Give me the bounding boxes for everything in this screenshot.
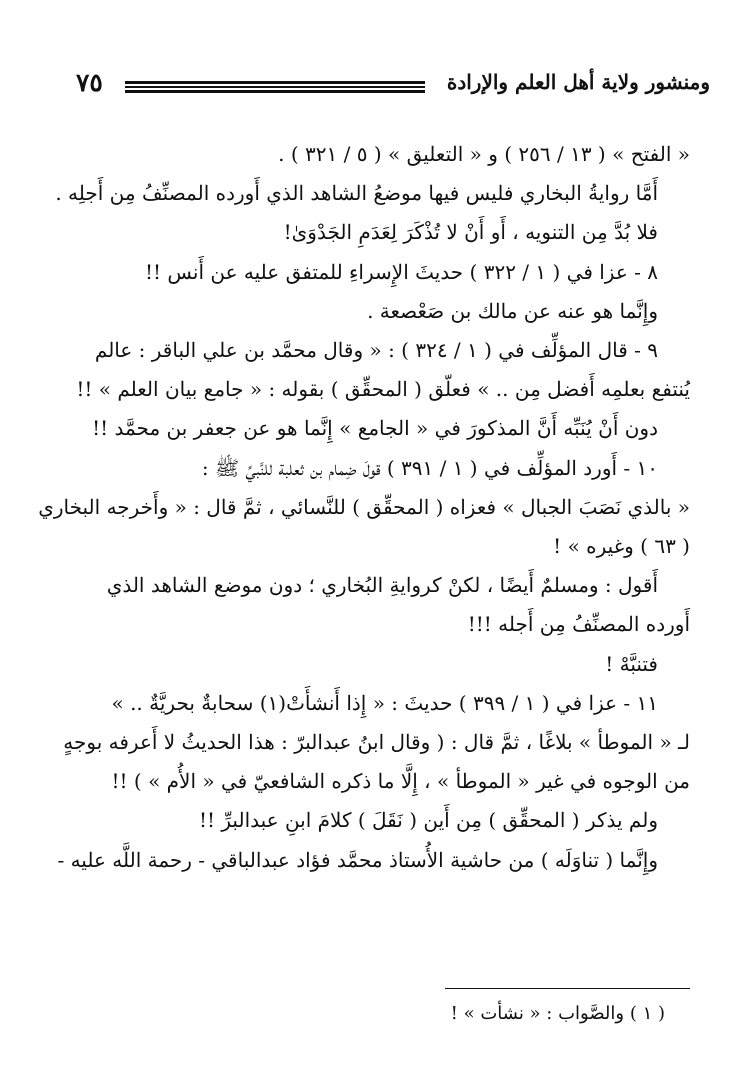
text-line: فتنبَّهْ ! [605,651,658,676]
text-line: ١٠ - أَورد المؤلِّف في ( ١ / ٣٩١ ) قولَ ضِمام بن ثعلبة للنَّبيِّ ﷺ : [201,455,658,480]
text-line: وإِنَّما هو عنه عن مالك بن صَعْصعة . [367,298,658,323]
text-line: « بالذي نَصَبَ الجبال » فعزاه ( المحقِّق ) للنَّسائي ، ثمَّ قال : « وأَخرجه البخاري [38,494,690,519]
page-number: ٧٥ [76,68,103,97]
text-line: ( ٦٣ ) وغيره » ! [553,534,690,559]
body-text [38,135,690,880]
text-line: « الفتح » ( ١٣ / ٢٥٦ ) و « التعليق » ( ٥ / ٣٢١ ) . [278,142,690,166]
text-line: أَقول : ومسلمٌ أَيضًا ، لكنْ كروايةِ البُخاري ؛ دون موضع الشاهد الذي [106,573,658,598]
text-line: من الوجوه في غير « الموطأ » ، إِلَّا ما ذكره الشافعيّ في « الأُم » ) !! [111,769,690,794]
header-rule [125,81,425,93]
text-line: فلا بُدَّ مِن التنويه ، أَو أَنْ لا تُذْكَرَ لِعَدَمِ الجَدْوَىٰ! [283,220,658,245]
text-line: دون أَنْ يُنَبِّه أَنَّ المذكورَ في « الجامع » إِنَّما هو عن جعفر بن محمَّد !! [92,416,658,441]
page-header [70,68,710,108]
text-line: أَورده المصنِّفُ مِن أَجله !!! [467,612,690,637]
text-line: أَمَّا روايةُ البخاري فليس فيها موضعُ الشاهد الذي أَورده المصنِّفُ مِن أَجلِه . [55,181,658,206]
text-line: لـ « الموطأ » بلاغًا ، ثمَّ قال : ( وقال ابنُ عبدالبرّ : هذا الحديثُ لا أَعرفه بوجهٍ [63,730,690,755]
running-title: ومنشور ولاية أهل العلم والإرادة [446,70,710,94]
text-line: ١١ - عزا في ( ١ / ٣٩٩ ) حديثَ : « إِذا أَنشأَتْ(١) سحابةٌ بحريَّةٌ .. » [111,690,658,715]
text-line: ولم يذكر ( المحقِّق ) مِن أَين ( نَقَلَ ) كلامَ ابنِ عبدالبرِّ !! [198,808,658,833]
text-line: يُنتفع بعلمِه أَفضل مِن .. » فعلّق ( المحقِّق ) بقوله : « جامع بيان العلم » !! [76,377,690,402]
footnote-divider [445,988,690,989]
text-line: وإِنَّما ( تناوَلَه ) من حاشية الأُستاذ محمَّد فؤاد عبدالباقي - رحمة اللَّه عليه - [57,847,658,872]
footnote: ( ١ ) والصَّواب : « نشأت » ! [450,1003,665,1024]
text-line: ٩ - قال المؤلِّف في ( ١ / ٣٢٤ ) : « وقال محمَّد بن علي الباقر : عالم [94,338,658,363]
text-line: ٨ - عزا في ( ١ / ٣٢٢ ) حديثَ الإِسراءِ للمتفق عليه عن أَنس !! [144,259,658,284]
